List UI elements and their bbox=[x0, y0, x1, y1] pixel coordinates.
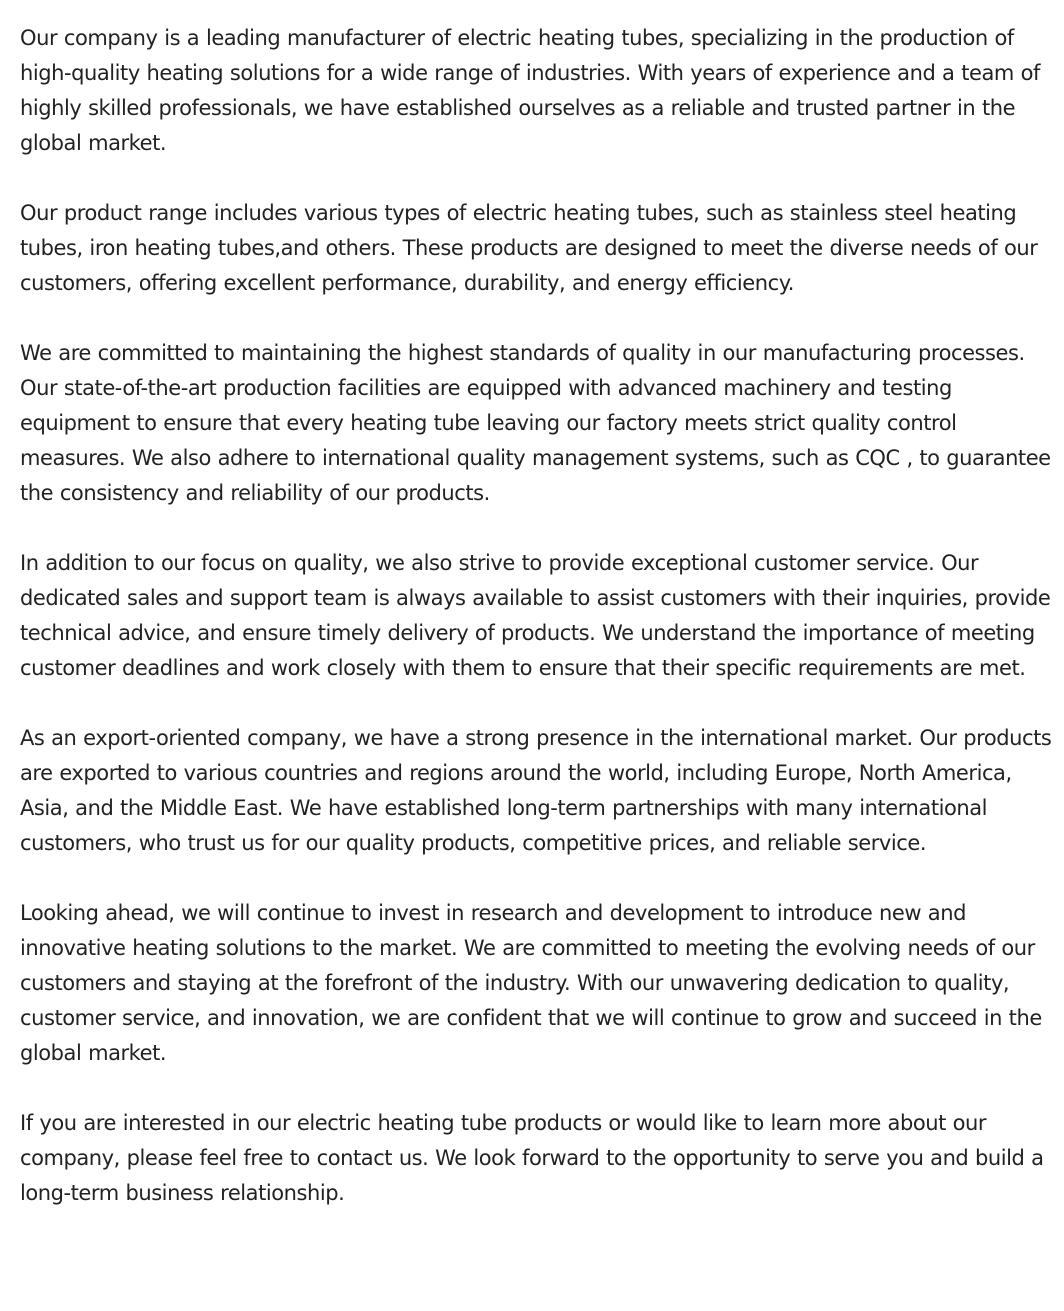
paragraph-product-range: Our product range includes various types of electric heating tubes, such as stainless steel heating tubes, iron heating tubes,and others. These products are designed to meet the diverse needs of our customers, offering excellent performance, durability, and energy efficiency. bbox=[20, 201, 1038, 295]
paragraph-company-intro: Our company is a leading manufacturer of electric heating tubes, specializing in the production of high-quality heating solutions for a wide range of industries. With years of experience and a team of highly skilled professionals, we have established ourselves as a reliable and trusted partner in the global market. bbox=[20, 26, 1040, 155]
paragraph-export-market: As an export-oriented company, we have a strong presence in the international market. Our products are exported to various countries and regions around the world, including Europe, North America, Asia, and the Middle East. We have established long-term partnerships with many international customers, who trust us for our quality products, competitive prices, and reliable service. bbox=[20, 726, 1052, 855]
company-profile-text bbox=[20, 21, 1060, 1211]
paragraph-quality-standards: We are committed to maintaining the highest standards of quality in our manufacturing processes. Our state-of-the-art production facilities are equipped with advanced machinery and testing equipment to ensure that every heating tube leaving our factory meets strict quality control measures. We also adhere to international quality management systems, such as CQC , to guarantee the consistency and reliability of our products. bbox=[20, 341, 1051, 505]
paragraph-future-plans: Looking ahead, we will continue to invest in research and development to introduce new and innovative heating solutions to the market. We are committed to meeting the evolving needs of our customers and staying at the forefront of the industry. With our unwavering dedication to quality, customer service, and innovation, we are confident that we will continue to grow and succeed in the global market. bbox=[20, 901, 1042, 1065]
paragraph-customer-service: In addition to our focus on quality, we also strive to provide exceptional customer service. Our dedicated sales and support team is always available to assist customers with their inquiries, provide technical advice, and ensure timely delivery of products. We understand the importance of meeting customer deadlines and work closely with them to ensure that their specific requirements are met. bbox=[20, 551, 1051, 680]
paragraph-contact-invitation: If you are interested in our electric heating tube products or would like to learn more about our company, please feel free to contact us. We look forward to the opportunity to serve you and build a long-term business relationship. bbox=[20, 1111, 1044, 1205]
